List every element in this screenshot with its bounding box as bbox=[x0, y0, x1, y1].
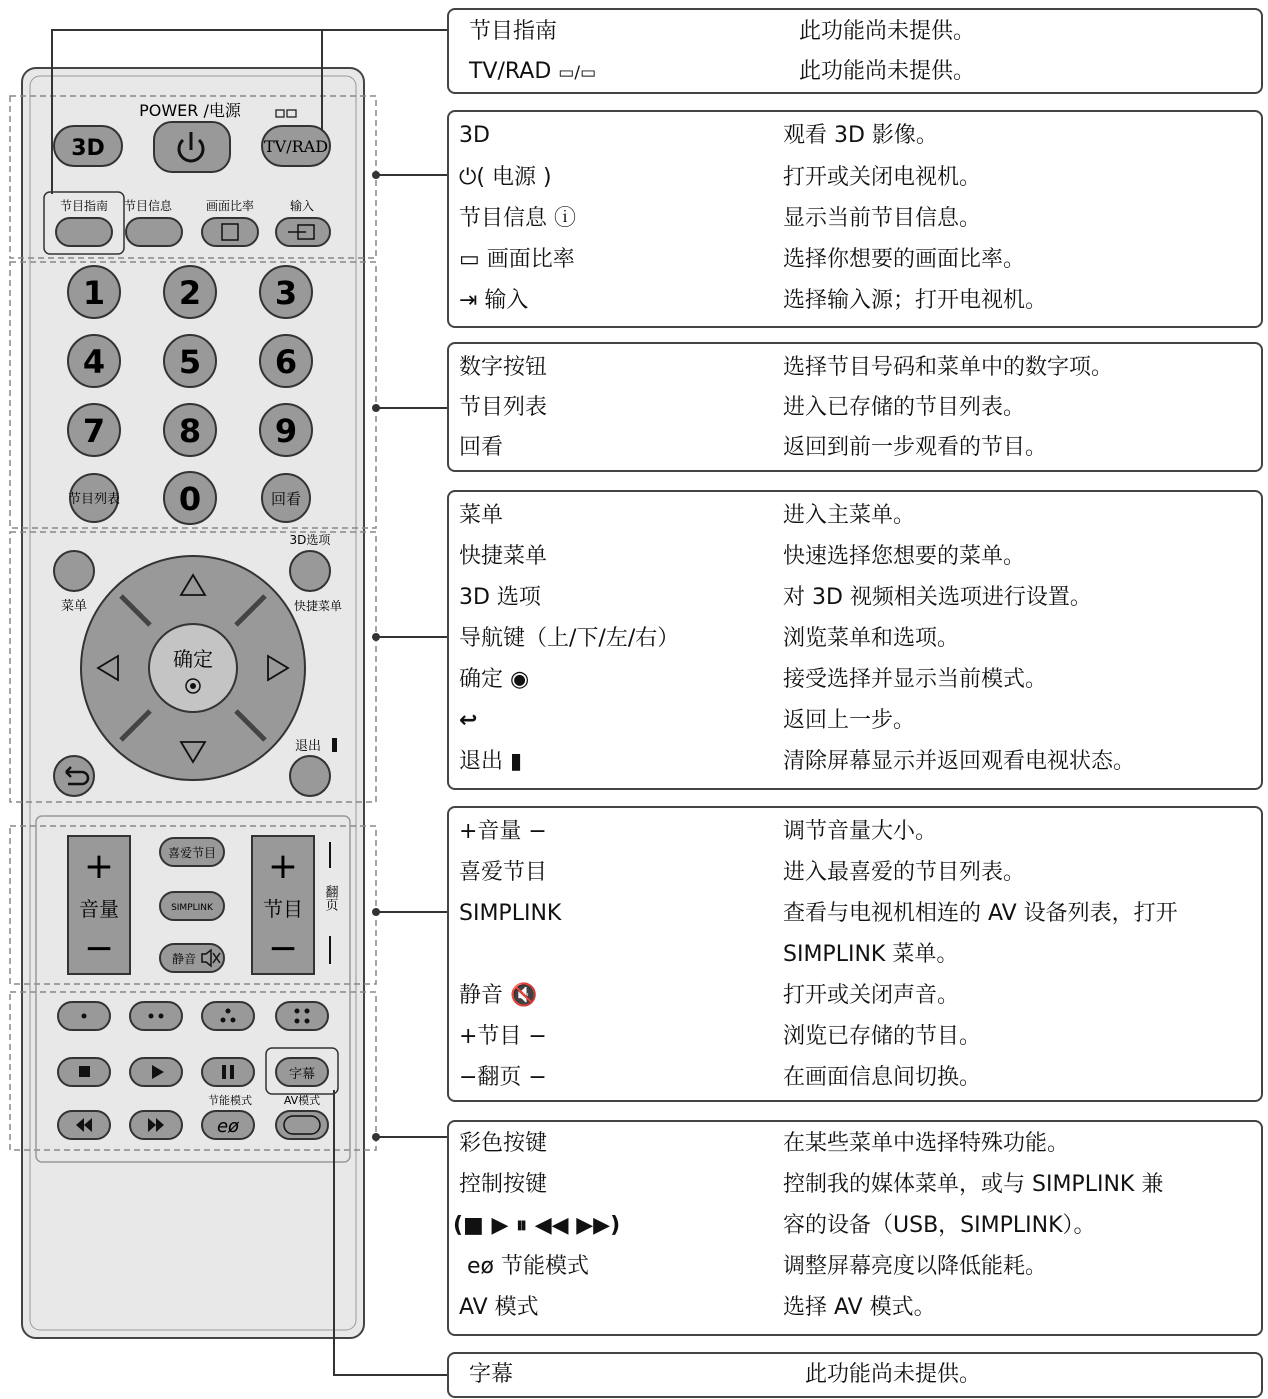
row-ok: 确定 ◉ 接受选择并显示当前模式。 bbox=[459, 667, 1048, 692]
row-flashback: 回看 返回到前一步观看的节目。 bbox=[459, 435, 1048, 460]
color-key-1-icon bbox=[82, 1014, 87, 1019]
row-power: ⏻( 电源 ) 打开或关闭电视机。 bbox=[459, 165, 982, 190]
ok-label: 确定 bbox=[173, 647, 213, 671]
color-key-4[interactable] bbox=[276, 1002, 328, 1030]
exit-button[interactable] bbox=[290, 756, 330, 796]
number-label-7: 7 bbox=[82, 412, 106, 450]
box-top-buttons bbox=[447, 110, 1263, 328]
subtitle-label: 字幕 bbox=[288, 1067, 316, 1082]
row-list: 节目列表 进入已存储的节目列表。 bbox=[459, 395, 1026, 420]
exit-label: 退出 bbox=[294, 739, 322, 754]
volume-up-icon: + bbox=[83, 846, 115, 887]
number-label-4: 4 bbox=[82, 343, 106, 381]
power-label: POWER /电源 bbox=[139, 101, 241, 120]
info-button[interactable] bbox=[126, 218, 182, 246]
number-label-1: 1 bbox=[82, 274, 106, 312]
row-desc: 此功能尚未提供。 bbox=[799, 19, 976, 44]
energy-label: 节能模式 bbox=[208, 1094, 252, 1107]
color-key-2[interactable] bbox=[130, 1002, 182, 1030]
energy-icon: eø bbox=[216, 1116, 240, 1137]
box-subtitle bbox=[447, 1352, 1263, 1398]
guide-label: 节目指南 bbox=[59, 199, 109, 213]
volume-down-icon: − bbox=[83, 928, 115, 969]
program-up-icon: + bbox=[267, 846, 299, 887]
row-page: −翻页 − 在画面信息间切换。 bbox=[459, 1065, 982, 1090]
row-exit: 退出 ▮ 清除屏幕显示并返回观看电视状态。 bbox=[459, 749, 1136, 774]
volume-label: 音量 bbox=[79, 897, 119, 921]
number-label-6: 6 bbox=[274, 343, 298, 381]
number-label-8: 8 bbox=[178, 412, 202, 450]
ratio-button[interactable] bbox=[202, 218, 258, 246]
page-label: 翻页 bbox=[322, 885, 338, 911]
row-program: +节目 − 浏览已存储的节目。 bbox=[459, 1024, 982, 1049]
row-control-symbols: (■ ▶ ⏸ ◀◀ ▶▶) 容的设备（USB，SIMPLINK）。 bbox=[453, 1213, 1096, 1238]
row-3d: 3D 观看 3D 影像。 bbox=[459, 123, 938, 148]
row-favorite: 喜爱节目 进入最喜爱的节目列表。 bbox=[459, 860, 1026, 885]
pause-button[interactable] bbox=[202, 1058, 254, 1086]
box-color-control bbox=[447, 1120, 1263, 1336]
row-name: TV/RAD ▭/▭ bbox=[469, 59, 597, 84]
color-key-3[interactable] bbox=[202, 1002, 254, 1030]
ratio-label: 画面比率 bbox=[205, 199, 255, 213]
row-volume: +音量 − 调节音量大小。 bbox=[459, 819, 938, 844]
program-down-icon: − bbox=[267, 928, 299, 969]
row-name: 节目指南 bbox=[469, 19, 558, 44]
simplink-label: SIMPLINK bbox=[171, 903, 213, 913]
flashback-button-label: 回看 bbox=[270, 490, 302, 508]
color-key-2-icon-b bbox=[159, 1014, 164, 1019]
row-color-keys: 彩色按键 在某些菜单中选择特殊功能。 bbox=[459, 1131, 1070, 1156]
row-numbers: 数字按钮 选择节目号码和菜单中的数字项。 bbox=[459, 355, 1114, 380]
quick-menu-label: 快捷菜单 bbox=[293, 599, 343, 613]
row-control-keys: 控制按键 控制我的媒体菜单，或与 SIMPLINK 兼 bbox=[459, 1172, 1164, 1197]
row-nav-keys: 导航键（上/下/左/右） 浏览菜单和选项。 bbox=[459, 626, 960, 651]
row-energy: eø 节能模式 调整屏幕亮度以降低能耗。 bbox=[467, 1254, 1048, 1279]
row-subtitle: 字幕 此功能尚未提供。 bbox=[469, 1362, 982, 1387]
guide-button[interactable] bbox=[56, 218, 112, 246]
menu-button[interactable] bbox=[54, 551, 94, 591]
row-3d-option: 3D 选项 对 3D 视频相关选项进行设置。 bbox=[459, 585, 1092, 610]
mute-label: 静音 bbox=[171, 952, 197, 966]
row-quick-menu: 快捷菜单 快速选择您想要的菜单。 bbox=[459, 544, 1026, 569]
row-ratio: ▭ 画面比率 选择你想要的画面比率。 bbox=[459, 247, 1026, 272]
av-mode-label: AV模式 bbox=[283, 1094, 321, 1107]
tv-radio-icon: ▭/▭ bbox=[558, 63, 597, 83]
row-desc: 此功能尚未提供。 bbox=[799, 59, 976, 84]
row-mute: 静音 🔇 打开或关闭声音。 bbox=[459, 983, 960, 1008]
list-button-label: 节目列表 bbox=[67, 492, 121, 507]
row-tvrad bbox=[459, 52, 1253, 92]
number-label-5: 5 bbox=[178, 343, 202, 381]
3d-option-label: 3D选项 bbox=[289, 533, 331, 547]
input-label: 输入 bbox=[289, 199, 315, 213]
box-guide-tvrad bbox=[447, 8, 1263, 94]
color-key-2-icon-a bbox=[149, 1014, 154, 1019]
stop-icon bbox=[79, 1066, 90, 1077]
row-info: 节目信息 ⓘ 显示当前节目信息。 bbox=[459, 206, 982, 231]
box-navigation bbox=[447, 490, 1263, 790]
number-label-2: 2 bbox=[178, 274, 202, 312]
exit-icon bbox=[332, 738, 337, 752]
quick-menu-button[interactable] bbox=[290, 551, 330, 591]
row-simplink: SIMPLINK 查看与电视机相连的 AV 设备列表，打开 bbox=[459, 901, 1178, 926]
row-back: ↩ 返回上一步。 bbox=[459, 708, 916, 733]
tv-rad-button-label: TV/RAD bbox=[263, 137, 329, 156]
box-volume-program bbox=[447, 806, 1263, 1102]
row-simplink-cont: SIMPLINK 菜单。 bbox=[783, 942, 959, 967]
favorite-label: 喜爱节目 bbox=[167, 846, 217, 860]
number-label-0: 0 bbox=[178, 480, 202, 518]
number-label-9: 9 bbox=[274, 412, 298, 450]
program-label: 节目 bbox=[263, 897, 303, 921]
info-label: 节目信息 bbox=[123, 199, 173, 213]
3d-button-label: 3D bbox=[71, 136, 105, 161]
remote-control-illustration bbox=[0, 0, 445, 1399]
menu-label: 菜单 bbox=[60, 599, 88, 614]
row-guide bbox=[459, 12, 1253, 52]
row-av-mode: AV 模式 选择 AV 模式。 bbox=[459, 1295, 936, 1320]
box-number-buttons bbox=[447, 342, 1263, 472]
row-input: ⇥ 输入 选择输入源；打开电视机。 bbox=[459, 288, 1048, 313]
row-menu: 菜单 进入主菜单。 bbox=[459, 503, 916, 528]
number-label-3: 3 bbox=[274, 274, 298, 312]
